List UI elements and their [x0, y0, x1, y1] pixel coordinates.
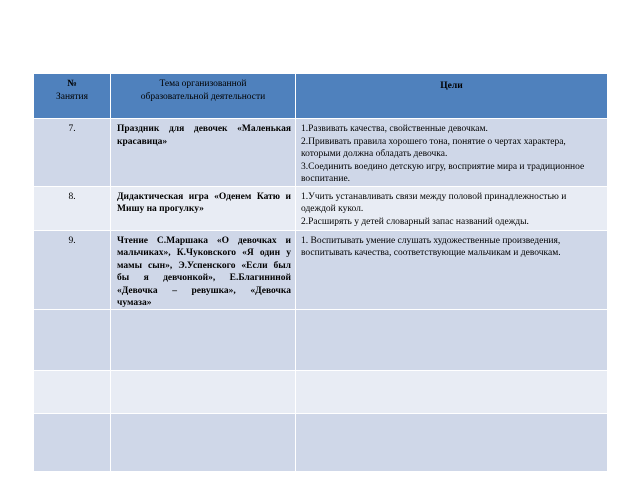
row-topic — [111, 309, 296, 370]
row-number-text: 9. — [68, 235, 76, 246]
goal-item: 2.Расширять у детей словарный запас названий одежды. — [301, 216, 529, 227]
header-number-symbol: № — [67, 79, 77, 89]
row-goals — [296, 413, 608, 471]
table-row — [34, 413, 608, 471]
table-row — [34, 309, 608, 370]
row-number-text: 7. — [68, 124, 76, 134]
table-header-row — [34, 74, 608, 119]
table-row — [34, 119, 608, 187]
table-row — [34, 370, 608, 413]
row-topic — [111, 413, 296, 471]
row-number — [34, 230, 111, 309]
goal-item: 1.Учить устанавливать связи между половой принадлежностью и одеждой кукол. — [301, 191, 567, 215]
header-topic-line-2: образовательной деятельности — [140, 91, 266, 102]
row-topic-text: Дидактическая игра «Оденем Катю и Мишу на прогулку» — [117, 191, 291, 215]
row-number — [34, 370, 111, 413]
row-goals — [296, 186, 608, 230]
row-topic — [111, 186, 296, 230]
header-topic-line-1: Тема организованной — [159, 79, 247, 89]
row-number — [34, 119, 111, 187]
goal-item: 1. Воспитывать умение слушать художественные произведения, воспитывать качества, соответствующие мальчикам и девочкам. — [301, 235, 561, 259]
goal-item: 3.Соединить воедино детскую игру, восприятие мира и традиционное воспитание. — [301, 161, 585, 185]
row-number — [34, 309, 111, 370]
header-number-label: Занятия — [55, 91, 89, 102]
row-goals — [296, 230, 608, 309]
row-number — [34, 413, 111, 471]
header-goals-label: Цели — [440, 81, 463, 91]
table-row — [34, 186, 608, 230]
table-row — [34, 230, 608, 309]
row-goals — [296, 119, 608, 187]
row-topic-text: Праздник для девочек «Маленькая красавица» — [117, 124, 291, 147]
header-topic — [111, 74, 296, 119]
lesson-goals-table — [33, 73, 608, 472]
row-goals — [296, 370, 608, 413]
goal-item: 1.Развивать качества, свойственные девочкам. — [301, 124, 488, 134]
row-number — [34, 186, 111, 230]
row-topic — [111, 370, 296, 413]
row-topic — [111, 119, 296, 187]
row-number-text: 8. — [68, 191, 76, 202]
header-number — [34, 74, 111, 119]
header-goals — [296, 74, 608, 119]
row-topic-text: Чтение С.Маршака «О девочках и мальчиках», К.Чуковского «Я один у мамы сын», Э.Успенского «Если был бы я девчонкой», Е.Благининой «Девочка – ревушка», «Девочка чумаза» — [117, 235, 291, 309]
row-goals — [296, 309, 608, 370]
row-topic — [111, 230, 296, 309]
goal-item: 2.Прививать правила хорошего тона, понятие о чертах характера, которыми должна обладать девочка. — [301, 136, 566, 160]
